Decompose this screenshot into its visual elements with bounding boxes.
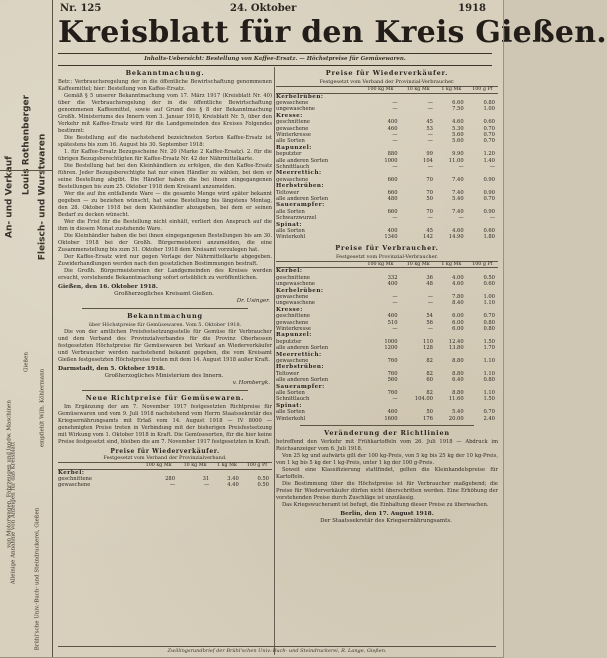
table-header-cell: 100 g Pf	[467, 87, 498, 94]
price-cell: 8.80	[452, 370, 464, 377]
item-label: ungewaschene	[276, 106, 315, 113]
item-label: ungewaschene	[276, 281, 315, 288]
notice-4-para: betreffend den Verkehr mit Frühkartoffeln vom 26. Juli 1918 — Abdruck im Reichsanzeiger vom 6. Juli 1918.	[276, 439, 498, 453]
notice-3-subnote: Festgesetzt vom Verband der Provinzialverband.	[103, 455, 227, 461]
price-cell: 3.40	[227, 475, 239, 482]
notice-1-authority: Großherzogliches Kreisamt Gießen.	[114, 291, 214, 297]
price-cell: 110	[423, 338, 433, 345]
price-cell: 1.00	[483, 106, 495, 113]
price-cell: 760	[387, 390, 398, 397]
price-cell: —	[427, 326, 433, 332]
category-label: Kerbel:	[58, 469, 85, 476]
price-cell: 6.60	[452, 99, 464, 106]
price-cell: 760	[387, 358, 398, 365]
price-cell: 280	[165, 475, 176, 482]
item-label: Schnittlauch	[276, 163, 310, 170]
price-cell: 480	[387, 196, 398, 202]
price-cell: 400	[387, 281, 398, 288]
notice-1-para: Gemäß § 5 unserer Bekanntmachung vom 17. März 1917 (Kreisblatt Nr. 40) über die Verbrauchsregelung der in die öffentliche Bewirtschaftung genommenen Kaffeemittel, sowie auf Grund des § 8 der Bekanntmachung Großh. Ministeriums des Innern vom 3. Januar 1918, Kreisblatt Nr. 5, über den Verkehr mit Kaffee-Ersatz wird für die Landgemeinden des Kreises Folgendes bestimmt:	[58, 93, 272, 134]
notice-1-para: Die Kleinhändler haben die bei ihnen eingegangenen Bestellungen bis am 30. Oktober 1918 bei der Großh. Bürgermeisterei anzumelden, die eine Zusammenstellung bis zum 31. Oktober 1918 dem Kreisamt vorzulegen hat.	[58, 233, 272, 253]
category-label: Sauerampfer:	[276, 202, 325, 209]
price-cell: 0.70	[483, 409, 495, 416]
item-label: Schnittlauch	[276, 396, 310, 403]
price-cell: 82	[426, 390, 433, 397]
price-cell: 13.80	[448, 345, 464, 352]
price-cell: 9.90	[452, 151, 464, 158]
table-2-heading: Preise für Verbraucher.	[335, 243, 439, 252]
price-cell: 1.10	[483, 358, 495, 365]
price-cell: 1600	[384, 415, 398, 422]
price-cell: —	[427, 131, 433, 138]
category-label: Herbstrüben:	[276, 364, 325, 371]
item-label: alle anderen Sorten	[276, 377, 329, 384]
price-cell: —	[458, 215, 464, 222]
price-cell: 880	[387, 151, 398, 158]
notice-4-para: Soweit eine Klassifizierung stattfindet, gelten die Kleinhandelspreise für Kartoffeln.	[276, 467, 498, 481]
item-label: alle Sorten	[276, 390, 305, 397]
notice-3-para: Im Ergänzung der am 7. November 1917 festgesetzten Richtpreise für Gemüsewaren und vom 9. Juli 1918 nachstehend vom Herrn Staatssekretär des Kriegsernährungsamts mit Erlaß vom 14. August 1918 — IV 8000 — genehmigten Preise treten in Verbindung mit der bisherigen Preisfestsetzung mit Wirkung vom 1. Oktober 1918 in Kraft. Die Gemüsesorten, für die hier keine Preise festgesetzt sind, bleiben die am 7. November 1917 festgesetzten in Kraft.	[58, 404, 272, 445]
price-cell: 400	[387, 228, 398, 235]
price-cell: 5.30	[452, 125, 464, 132]
item-label: ungewaschene	[276, 300, 315, 307]
price-cell: 142	[423, 234, 433, 241]
price-cell: 0.80	[483, 319, 495, 326]
price-cell: 460	[387, 313, 398, 320]
price-cell: 510	[387, 319, 398, 326]
item-label: alle anderen Sorten	[276, 157, 329, 164]
price-cell: 4.60	[452, 281, 464, 288]
price-cell: 0.60	[483, 281, 495, 288]
item-label: geschnittene	[276, 313, 310, 320]
sidebar-ad-3-text: empfiehlt Wilh. Köhlermann	[39, 368, 46, 448]
notice-3-heading: Neue Richtpreise für Gemüsewaren.	[85, 394, 245, 402]
item-label: gewaschene	[276, 319, 309, 326]
price-cell: 6.00	[452, 326, 464, 332]
price-cell: 6.00	[452, 319, 464, 326]
price-cell: 50	[426, 409, 433, 416]
price-cell: 0.70	[483, 313, 495, 320]
issue-number: Nr. 125	[60, 3, 102, 14]
category-label: Kresse:	[276, 306, 303, 313]
price-cell: 99	[426, 151, 433, 158]
price-cell: 7.40	[452, 176, 464, 183]
item-label: Schwarzwurzel	[276, 215, 317, 222]
item-label: alle anderen Sorten	[276, 196, 329, 202]
price-cell: —	[392, 138, 398, 145]
price-cell: 400	[387, 119, 398, 126]
price-cell: 8.80	[452, 358, 464, 365]
notice-2-place-date: Darmstadt, den 5. Oktober 1918.	[58, 366, 166, 372]
price-cell: 4.60	[452, 228, 464, 235]
notice-2-signer: v. Hombergk.	[232, 380, 270, 386]
price-cell: 45	[426, 228, 433, 235]
price-cell: 8.40	[452, 300, 464, 307]
price-cell: 1.20	[483, 151, 495, 158]
price-cell: 45	[426, 119, 433, 126]
sidebar-ad-2-text: Gießen	[23, 351, 29, 372]
item-label: Winterkohl	[276, 415, 306, 422]
item-label: gewaschene	[58, 482, 91, 489]
price-cell: 36	[426, 274, 433, 281]
price-cell: 0.80	[483, 99, 495, 106]
item-label: gewaschene	[276, 176, 309, 183]
price-cell: 70	[426, 189, 433, 196]
price-cell: 50	[426, 196, 433, 202]
price-cell: 0.80	[483, 326, 495, 332]
notice-3-subhead: Preise für Wiederverkäufer.	[110, 448, 220, 455]
price-cell: 760	[387, 370, 398, 377]
item-label: beputzter	[276, 151, 302, 158]
price-cell: —	[427, 293, 433, 300]
price-cell: —	[392, 99, 398, 106]
price-cell: 54	[426, 313, 433, 320]
price-cell: —	[427, 99, 433, 106]
notice-1-para: Der Kaffee-Ersatz wird nur gegen Vorlage der Nährmittelkarte abgegeben. Zuwiderhandlungen werden nach den gesetzlichen Bestimmungen bestraft.	[58, 254, 272, 267]
price-cell: —	[392, 326, 398, 332]
price-cell: 1.80	[483, 234, 495, 241]
price-cell: 8.80	[452, 390, 464, 397]
table-header-cell: 10 kg Mk	[401, 261, 436, 268]
price-cell: —	[392, 131, 398, 138]
contents-line: Inhalts-Uebersicht: Bestellung von Kaffee-Ersatz. — Höchstpreise für Gemüsewaren.	[58, 53, 492, 66]
notice-1-para: Die Bestellung hat bei den Kleinhändlern zu erfolgen, die den Kaffee-Ersatz führen. Jeder Bezugsberechtigte hat nur einen Händler zu wählen, bei dem er seine Bestellung abgibt. Die Händler haben die bei ihnen eingegangenen Bestellungen bis zum 25. Oktober 1918 dem Kreisamt anzumelden.	[58, 163, 272, 190]
price-cell: 660	[387, 189, 398, 196]
price-cell: 14.90	[448, 234, 464, 241]
price-cell: 0.70	[483, 131, 495, 138]
price-cell: 70	[426, 208, 433, 215]
price-cell: 70	[426, 176, 433, 183]
price-cell: 7.80	[452, 293, 464, 300]
price-cell: 11.60	[448, 396, 464, 403]
table-header-cell: 100 g Pf	[467, 261, 498, 268]
sidebar-ad-2-title: Louis Rothenberger	[21, 94, 31, 195]
table-header-cell: 100 g Pf	[242, 463, 272, 470]
notice-4-para: Das Kriegswucheramt ist befugt, die Einhaltung dieser Preise zu überwachen.	[282, 502, 489, 509]
price-cell: 12.40	[448, 338, 464, 345]
price-cell: 1.50	[483, 338, 495, 345]
sidebar-ad-5-text: Brühl'sche Univ.-Buch- und Steindruckerei, Gießen	[34, 507, 41, 651]
category-label: Herbstrüben:	[276, 183, 325, 190]
notice-1-signer: Dr. Usinger.	[236, 298, 270, 304]
price-cell: 5.40	[452, 409, 464, 416]
table-header-cell: 1 kg Mk	[436, 261, 467, 268]
item-label: geschnittene	[276, 274, 310, 281]
notice-1-para: 1. für Kaffee-Ersatz Bezugsscheine Nr. 20 (Marke 2 Kaffee-Ersatz). 2. für die übrigen Bezugsberechtigten für Kaffee-Ersatz Nr. 42 der Nährmittelkarte.	[58, 149, 272, 162]
item-label: geschnittene	[276, 119, 310, 126]
price-cell: —	[203, 482, 210, 489]
notice-1-heading: Bekanntmachung.	[125, 69, 205, 77]
price-cell: 1.10	[483, 370, 495, 377]
notice-4-heading: Veränderung der Richtlinien	[324, 429, 450, 438]
notice-2-para: Die von der amtlichen Preisfestsetzungsstelle für Gemüse für Verbraucher und dem Verband des Provinzialverbandes für die Provinz Oberhessen festgesetzten Höchstpreise für Gemüsewaren bei Verkauf an Wiederverkäufer und Verbraucher werden nachstehend bekannt gegeben, die vom Kreisamt Gießen festgesetzten Höchstpreise treten mit dem 14. August 1918 außer Kraft.	[58, 329, 272, 363]
price-cell: 0.90	[483, 208, 495, 215]
masthead-title: Kreisblatt für den Kreis Gießen.	[58, 15, 607, 50]
price-cell: 56	[426, 319, 433, 326]
item-label: Winterkohl	[276, 234, 306, 241]
item-label: alle Sorten	[276, 228, 305, 235]
price-cell: 0.90	[483, 189, 495, 196]
item-label: Teltower	[276, 370, 299, 377]
price-cell: 332	[387, 274, 398, 281]
category-label: Sauerampfer:	[276, 383, 325, 390]
notice-2-authority: Großherzogliches Ministerium des Innern.	[104, 373, 224, 379]
price-cell: 0.50	[257, 475, 269, 482]
category-label: Kresse:	[276, 112, 303, 119]
category-label: Kerbelrüben:	[276, 287, 324, 294]
price-cell: 660	[387, 208, 398, 215]
item-label: alle anderen Sorten	[276, 345, 329, 352]
sidebar-ad-3-title: Fleisch- und Wurstwaren	[37, 134, 48, 261]
price-cell: 0.60	[483, 228, 495, 235]
price-cell: 0.70	[483, 196, 495, 202]
price-cell: 176	[423, 415, 433, 422]
price-cell: 460	[387, 409, 398, 416]
price-cell: 1.10	[483, 300, 495, 307]
printer-imprint: Zwillingsrundbrief der Brühl'schen Univ.-Buch- und Steindruckerei, R. Lange, Gießen.	[58, 646, 496, 654]
item-label: geschnittene	[58, 475, 92, 482]
price-cell: 104	[423, 157, 433, 164]
sidebar-ad-1-text: von Motorwagen, Fahrzeugen und landw. Maschinen	[6, 399, 13, 548]
item-label: gewaschene	[276, 125, 309, 132]
price-cell: —	[489, 163, 495, 170]
category-label: Meerrettich:	[276, 170, 322, 177]
price-cell: 4.40	[227, 482, 239, 489]
issue-year: 1918	[458, 3, 486, 14]
price-cell: 1.00	[483, 293, 495, 300]
price-cell: 104.00	[414, 396, 433, 403]
price-cell: —	[169, 482, 176, 489]
price-cell: 5.60	[452, 138, 464, 145]
price-cell: 5.60	[452, 131, 464, 138]
price-cell: 53	[426, 125, 433, 132]
notice-4-authority: Der Staatssekretär des Kriegsernährungsamts.	[320, 518, 452, 525]
price-cell: 20.00	[448, 415, 464, 422]
table-1-subnote: Festgesetzt vom Verband der Provinzial-Verbraucher.	[319, 79, 455, 85]
price-cell: —	[427, 163, 433, 170]
price-cell: 1000	[384, 338, 398, 345]
category-label: Spinat:	[276, 402, 302, 409]
price-cell: 48	[426, 281, 433, 288]
notice-1-para: Betr.: Verbrauchsregelung der in die öffentliche Bewirtschaftung genommenen Kaffeemittel; hier: Bestellung von Kaffee-Ersatz.	[58, 79, 272, 92]
price-cell: 4.60	[452, 119, 464, 126]
table-header-cell: 100 kg Mk	[139, 463, 178, 470]
price-cell: —	[392, 300, 398, 307]
price-cell: —	[427, 138, 433, 145]
table-header-cell: 100 kg Mk	[360, 261, 400, 268]
table-1-heading: Preise für Wiederverkäufer.	[325, 69, 449, 77]
price-cell: 0.80	[483, 377, 495, 384]
table-header-cell: 10 kg Mk	[401, 87, 436, 94]
category-label: Kerbelrüben:	[276, 93, 324, 100]
price-cell: 82	[426, 358, 433, 365]
price-cell: 460	[387, 125, 398, 132]
price-cell: 1.10	[483, 390, 495, 397]
table-header-cell: 10 kg Mk	[178, 463, 212, 470]
price-cell: —	[392, 215, 398, 222]
price-cell: 5.40	[452, 196, 464, 202]
notice-1-para: Die Bestellung auf die nachstehend bezeichneten Sorten Kaffee-Ersatz ist spätestens bis zum 16. August bis 30. September 1918:	[58, 135, 272, 148]
price-cell: —	[392, 163, 398, 170]
price-cell: 7.40	[452, 189, 464, 196]
item-label: alle Sorten	[276, 208, 305, 215]
price-cell: —	[427, 300, 433, 307]
price-cell: 0.50	[257, 482, 269, 489]
notice-1-para: Wer die auf ihn entfallende Ware — die gesamte Menge wird später bekannt gegeben — zu beziehen wünscht, hat seine Bestellung bis längstens Montag, den 28. Oktober 1918 bei dem Kleinhändler abzugeben, bei dem er seinen Bedarf zu decken wünscht.	[58, 191, 272, 218]
issue-date: 24. Oktober	[230, 3, 297, 14]
price-cell: 60	[426, 377, 433, 384]
item-label: alle Sorten	[276, 138, 305, 145]
price-cell: 7.40	[452, 208, 464, 215]
notice-4-para: Die Bestimmung über die Höchstpreise ist für Verbraucher maßgebend; die Preise für Wiederverkäufer dürfen nicht überschritten werden. Eine Erhöhung der vorstehenden Preise durch Zuschläge ist unzulässig.	[276, 481, 498, 502]
price-cell: 0.70	[483, 125, 495, 132]
item-label: gewaschene	[276, 358, 309, 365]
price-cell: 0.70	[483, 138, 495, 145]
price-cell: 6.00	[452, 313, 464, 320]
item-label: gewaschene	[276, 99, 309, 106]
price-cell: 7.50	[452, 106, 464, 113]
price-cell: 0.60	[483, 119, 495, 126]
price-cell: —	[427, 106, 433, 113]
price-cell: 2.40	[483, 415, 495, 422]
price-cell: 1.40	[483, 157, 495, 164]
category-label: Rapunzel:	[276, 332, 312, 339]
price-cell: 660	[387, 176, 398, 183]
price-cell: 4.00	[452, 274, 464, 281]
price-cell: 6.40	[452, 377, 464, 384]
price-cell: —	[489, 215, 495, 222]
table-header-cell: 1 kg Mk	[212, 463, 242, 470]
price-cell: 560	[387, 377, 398, 384]
price-cell: 1000	[384, 157, 398, 164]
table-header-cell: 1 kg Mk	[436, 87, 467, 94]
item-label: gewaschene	[276, 293, 309, 300]
price-cell: —	[427, 215, 433, 222]
notice-2-subheading: über Höchstpreise für Gemüsewaren. Vom 5. Oktober 1918.	[88, 322, 242, 328]
price-cell: 31	[202, 475, 210, 482]
item-label: beputzter	[276, 338, 302, 345]
price-cell: —	[392, 106, 398, 113]
price-cell: —	[458, 163, 464, 170]
price-cell: 128	[423, 345, 433, 352]
notice-1-para: Wer die Frist für die Bestellung nicht einhält, verliert den Anspruch auf die ihm in diesem Monat zustehende Ware.	[58, 219, 272, 232]
item-label: Winterkresse	[276, 326, 311, 332]
notice-2-heading: Bekanntmachung	[127, 312, 203, 320]
category-label: Kerbel:	[276, 268, 303, 275]
item-label: Teltower	[276, 189, 299, 196]
category-label: Rapunzel:	[276, 144, 312, 151]
notice-4-para: Von 25 kg und aufwärts gilt der 100 kg-Preis, von 5 kg bis 25 kg der 10 kg-Preis, von 1 kg bis 5 kg der 1 kg-Preis, unter 1 kg der 100 g-Preis.	[276, 453, 498, 467]
notice-1-place-date: Gießen, den 16. Oktober 1918.	[58, 284, 158, 290]
price-cell: 1.70	[483, 345, 495, 352]
sidebar-ad-4-text: Alleinige Annahme von Anzeigen für das Kreisblatt	[10, 441, 17, 585]
price-cell: 1340	[384, 234, 398, 241]
price-cell: 11.00	[448, 157, 464, 164]
category-label: Meerrettich:	[276, 351, 322, 358]
item-label: Winterkresse	[276, 131, 311, 138]
sidebar-ad-1-title: An- und Verkauf	[4, 156, 15, 239]
price-cell: 1200	[384, 345, 398, 352]
table-header-cell: 100 kg Mk	[360, 87, 400, 94]
price-cell: 82	[426, 370, 433, 377]
notice-4-place-date: Berlin, den 17. August 1918.	[340, 511, 434, 518]
category-label: Spinat:	[276, 221, 302, 228]
notice-1-para: Die Großh. Bürgermeistereien der Landgemeinden des Kreises werden ersucht, vorstehende Bekanntmachung sofort ortsüblich zu veröffentlichen.	[58, 268, 272, 281]
table-2-subnote: Festgesetzt vom Provinzial-Verbraucher.	[335, 253, 439, 260]
item-label: alle Sorten	[276, 409, 305, 416]
price-cell: 0.50	[483, 274, 495, 281]
price-cell: 1.50	[483, 396, 495, 403]
price-cell: —	[392, 293, 398, 300]
price-cell: 0.90	[483, 176, 495, 183]
price-cell: —	[392, 396, 398, 403]
